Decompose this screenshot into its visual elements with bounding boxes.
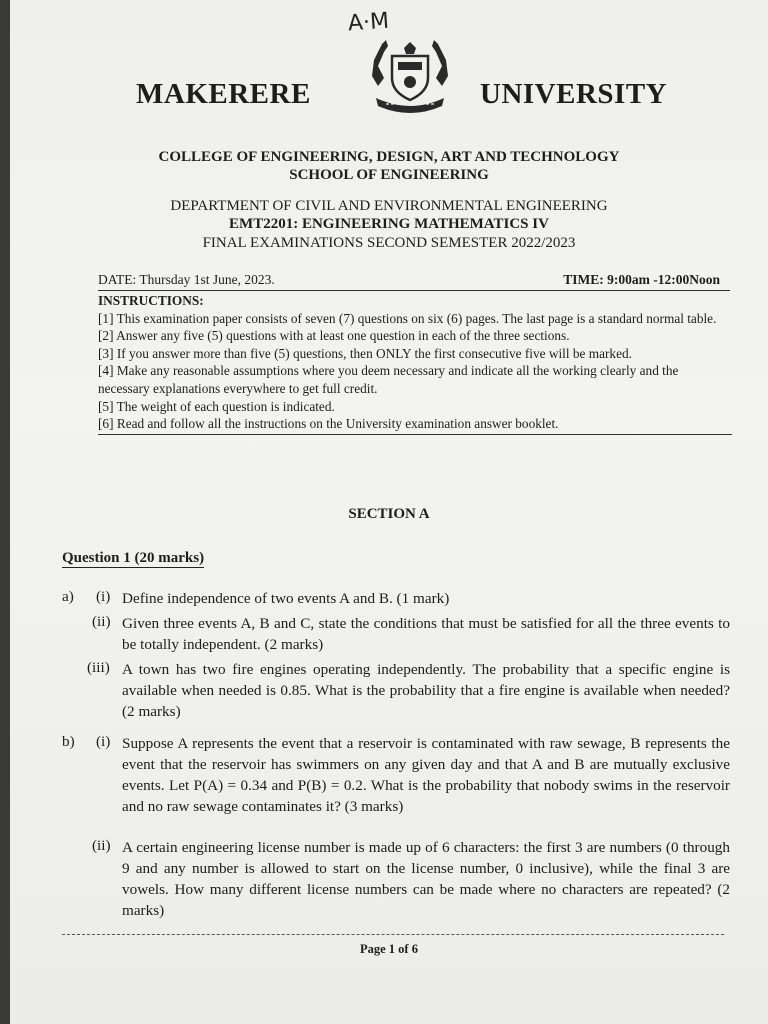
part-label: a): [62, 588, 74, 605]
question-1a-i: Define independence of two events A and B. (1 mark): [122, 590, 450, 607]
subpart-label: (i): [96, 733, 111, 750]
handwritten-initials: A·M: [347, 8, 390, 37]
question-1b-ii: A certain engineering license number is made up of 6 characters: the first 3 are numbers (0 through 9 and any number is allowed to start on the license number, 0 inclusive), while the final 3 are vowels. How many different license numbers can be made where no characters are repeated? (2 marks): [122, 839, 730, 919]
instruction-item: [3] If you answer more than five (5) questions, then ONLY the first consecutive five will be marked.: [98, 345, 632, 361]
subpart-label: (ii): [92, 613, 111, 630]
exam-page: [10, 0, 768, 1024]
header-right-word: UNIVERSITY: [480, 78, 668, 110]
question-title: Question 1 (20 marks): [62, 550, 205, 566]
department-name: DEPARTMENT OF CIVIL AND ENVIRONMENTAL ENGINEERING: [170, 198, 608, 214]
footer-divider: [62, 934, 724, 935]
instruction-item: [1] This examination paper consists of seven (7) questions on six (6) pages. The last page is a standard normal table.: [98, 310, 717, 326]
course-title: EMT2201: ENGINEERING MATHEMATICS IV: [229, 216, 549, 232]
exam-title: FINAL EXAMINATIONS SECOND SEMESTER 2022/2023: [202, 235, 576, 251]
question-1a-iii: A town has two fire engines operating independently. The probability that a specific engine is available when needed is 0.85. What is the probability that a fire engine is available when needed? (2 marks): [122, 661, 730, 720]
exam-time: TIME: 9:00am -12:00Noon: [563, 272, 720, 287]
question-1b-i: Suppose A represents the event that a reservoir is contaminated with raw sewage, B represents the event that the reservoir has swimmers on any given day and that A and B are mutually exclusive events. Let P(A) = 0.34 and P(B) = 0.2. What is the probability that nobody swims in the reservoir and no raw sewage contaminates it? (3 marks): [122, 735, 730, 815]
university-crest-icon: [362, 38, 458, 116]
instructions-heading: INSTRUCTIONS:: [98, 293, 204, 308]
exam-date: DATE: Thursday 1st June, 2023.: [98, 272, 275, 287]
subpart-label: (i): [96, 588, 111, 605]
header-left-word: MAKERERE: [136, 78, 311, 110]
instruction-item: [4] Make any reasonable assumptions where you deem necessary and indicate all the working clearly and the necessary explanations everywhere to get full credit.: [98, 363, 679, 396]
instruction-item: [5] The weight of each question is indicated.: [98, 398, 335, 414]
instructions-block: [98, 292, 732, 435]
college-name: COLLEGE OF ENGINEERING, DESIGN, ART AND TECHNOLOGY: [158, 149, 620, 165]
subpart-label: (ii): [92, 837, 111, 854]
page-number: Page 1 of 6: [360, 942, 418, 956]
subpart-label: (iii): [87, 659, 110, 676]
section-title: SECTION A: [348, 506, 430, 522]
instruction-item: [6] Read and follow all the instructions on the University examination answer booklet.: [98, 415, 732, 435]
school-name: SCHOOL OF ENGINEERING: [289, 167, 489, 183]
question-1a-ii: Given three events A, B and C, state the conditions that must be satisfied for all the three events to be totally independent. (2 marks): [122, 615, 730, 653]
date-time-line: [98, 272, 730, 291]
instruction-item: [2] Answer any five (5) questions with at least one question in each of the three sections.: [98, 328, 570, 344]
part-label: b): [62, 733, 75, 750]
